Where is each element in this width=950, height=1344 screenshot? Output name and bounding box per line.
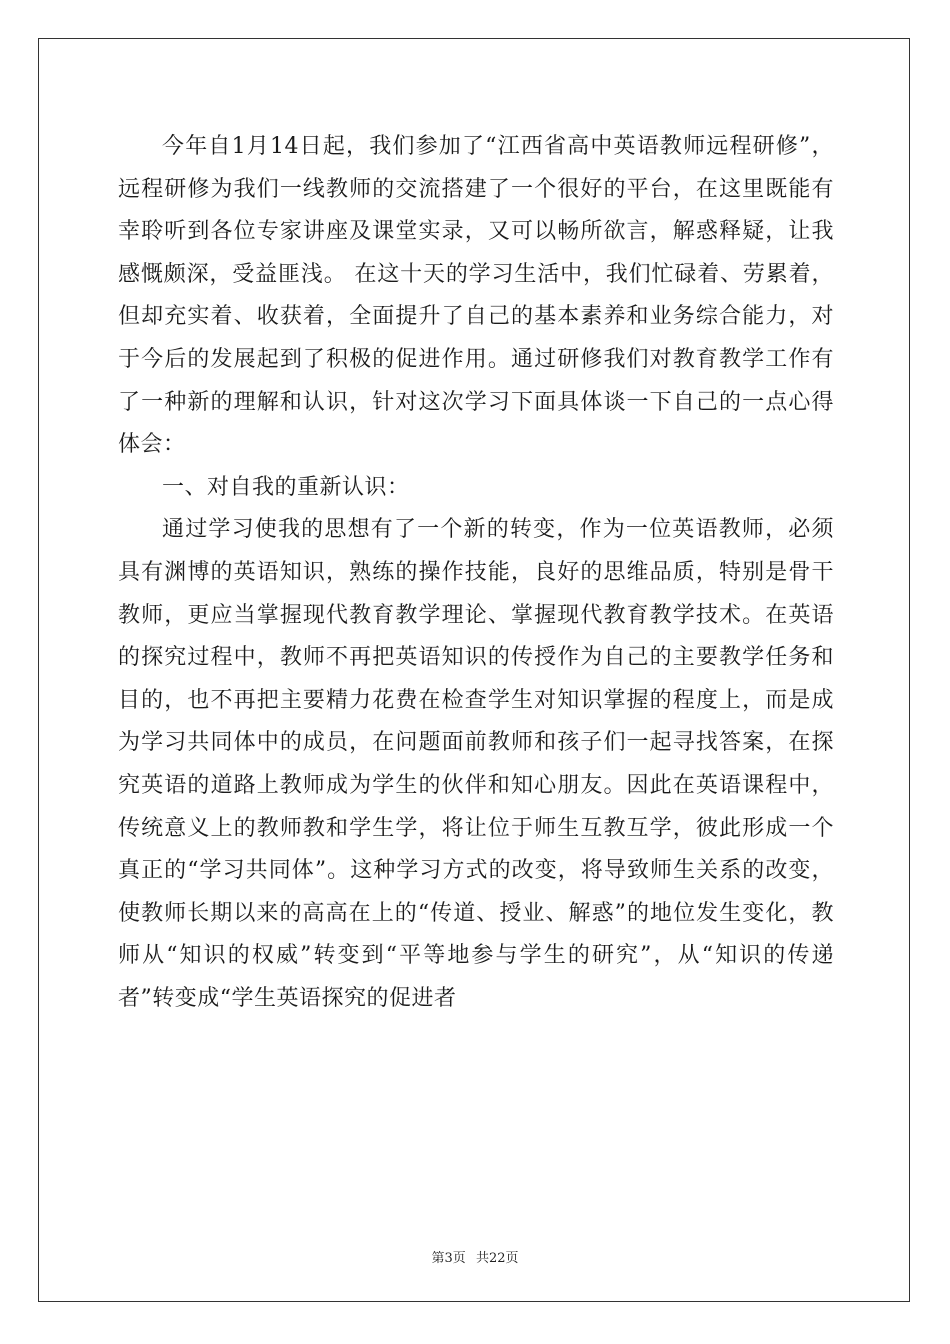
section-heading-self-recognition: 一、对自我的重新认识： bbox=[162, 474, 410, 500]
current-page-number: 第3页 bbox=[431, 1251, 466, 1266]
document-body bbox=[118, 126, 834, 1020]
paragraph-body: 通过学习使我的思想有了一个新的转变，作为一位英语教师，必须具有渊博的英语知识，熟练的操作技能，良好的思维品质，特别是骨干教师，更应当掌握现代教育教学理论、掌握现代教育教学技术。在英语的探究过程中，教师不再把英语知识的传授作为自己的主要教学任务和目的，也不再把主要精力花费在检查学生对知识掌握的程度上，而是成为学习共同体中的成员，在问题面前教师和孩子们一起寻找答案，在探究英语的道路上教师成为学生的伙伴和知心朋友。因此在英语课程中，传统意义上的教师教和学生学，将让位于师生互教互学，彼此形成一个真正的“学习共同体”。这种学习方式的改变，将导致师生关系的改变，使教师长期以来的高高在上的“传道、授业、解惑”的地位发生变化，教师从“知识的权威”转变到“平等地参与学生的研究”，从“知识的传递者”转变成“学生英语探究的促进者 bbox=[118, 517, 834, 1011]
total-page-count: 共22页 bbox=[475, 1251, 519, 1266]
page-footer bbox=[0, 1247, 950, 1266]
paragraph-intro: 今年自1月14日起，我们参加了“江西省高中英语教师远程研修”， 远程研修为我们一线教师的交流搭建了一个很好的平台，在这里既能有幸聆听到各位专家讲座及课堂实录，又可以畅所欲言，解惑释疑，让我感慨颇深，受益匪浅。 在这十天的学习生活中，我们忙碌着、劳累着，但却充实着、收获着，全面提升了自己的基本素养和业务综合能力，对于今后的发展起到了积极的促进作用。通过研修我们对教育教学工作有了一种新的理解和认识，针对这次学习下面具体谈一下自己的一点心得体会： bbox=[118, 134, 834, 458]
